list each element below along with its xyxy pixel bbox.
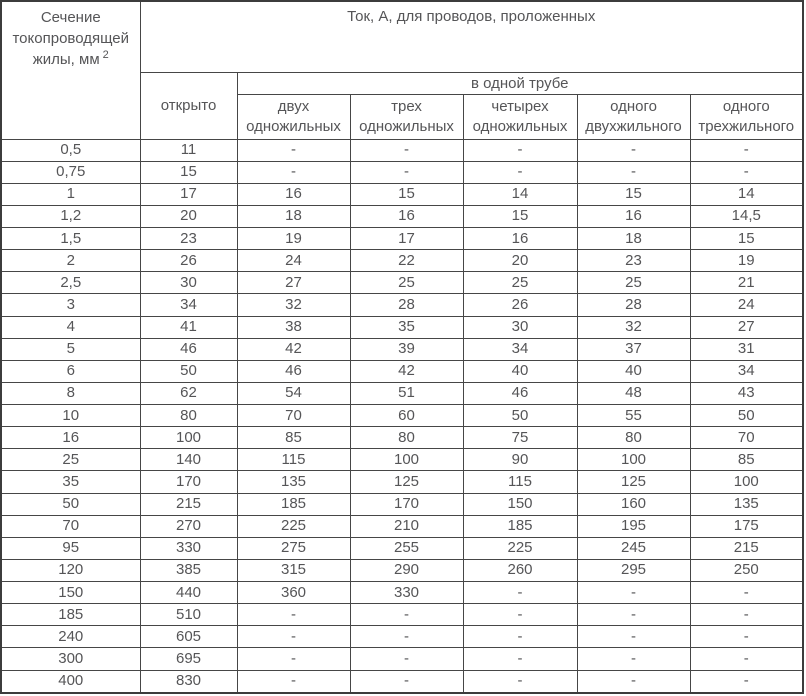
current-value-cell: 46	[140, 338, 237, 360]
current-value-cell: 225	[237, 515, 350, 537]
table-row	[1, 316, 803, 338]
current-value-cell: -	[577, 161, 690, 183]
current-value-cell: 32	[577, 316, 690, 338]
current-value-cell: 55	[577, 405, 690, 427]
current-value-cell: -	[577, 582, 690, 604]
current-value-cell: 15	[690, 228, 803, 250]
current-value-cell: -	[350, 670, 463, 693]
current-value-cell: -	[577, 648, 690, 670]
current-value-cell: 26	[463, 294, 577, 316]
current-value-cell: 23	[140, 228, 237, 250]
table-row	[1, 471, 803, 493]
current-value-cell: 14	[463, 183, 577, 205]
table-row	[1, 183, 803, 205]
current-value-cell: -	[463, 582, 577, 604]
current-value-cell: 125	[350, 471, 463, 493]
current-value-cell: 140	[140, 449, 237, 471]
current-value-cell: 18	[237, 205, 350, 227]
table-row	[1, 648, 803, 670]
current-value-cell: 16	[577, 205, 690, 227]
column-header-line: одножильных	[472, 117, 568, 135]
current-value-cell: 19	[237, 228, 350, 250]
table-row	[1, 139, 803, 161]
current-value-cell: 50	[140, 360, 237, 382]
table-row	[1, 405, 803, 427]
current-value-cell: 90	[463, 449, 577, 471]
column-header-line: трехжильного	[698, 117, 795, 135]
current-value-cell: 14	[690, 183, 803, 205]
current-value-cell: 20	[463, 250, 577, 272]
current-value-cell: 85	[690, 449, 803, 471]
current-value-cell: 40	[577, 360, 690, 382]
current-value-cell: 385	[140, 559, 237, 581]
current-value-cell: 22	[350, 250, 463, 272]
current-value-cell: 62	[140, 382, 237, 404]
current-value-cell: 32	[237, 294, 350, 316]
current-value-cell: 38	[237, 316, 350, 338]
current-value-cell: -	[350, 626, 463, 648]
current-value-cell: 295	[577, 559, 690, 581]
current-value-cell: 270	[140, 515, 237, 537]
current-value-cell: 15	[140, 161, 237, 183]
current-value-cell: -	[350, 139, 463, 161]
current-value-cell: 70	[690, 427, 803, 449]
current-value-cell: 315	[237, 559, 350, 581]
current-value-cell: -	[463, 161, 577, 183]
cross-section-cell: 185	[1, 604, 140, 626]
column-header-one-two-core	[577, 94, 690, 139]
current-value-cell: 41	[140, 316, 237, 338]
cross-section-cell: 400	[1, 670, 140, 693]
current-value-cell: -	[463, 604, 577, 626]
current-value-cell: 46	[237, 360, 350, 382]
cross-section-cell: 1	[1, 183, 140, 205]
current-value-cell: 19	[690, 250, 803, 272]
column-header-line: четырех	[491, 97, 549, 115]
current-value-cell: 31	[690, 338, 803, 360]
current-value-cell: 170	[350, 493, 463, 515]
column-header-three-single-core	[350, 94, 463, 139]
corner-header-line2: токопроводящей	[12, 30, 129, 47]
current-value-cell: 360	[237, 582, 350, 604]
cross-section-cell: 1,5	[1, 228, 140, 250]
current-value-cell: 16	[350, 205, 463, 227]
current-value-cell: 28	[350, 294, 463, 316]
table-body	[1, 139, 803, 693]
current-value-cell: -	[350, 648, 463, 670]
current-value-cell: 85	[237, 427, 350, 449]
current-value-cell: 80	[350, 427, 463, 449]
current-value-cell: 115	[237, 449, 350, 471]
current-value-cell: 16	[237, 183, 350, 205]
current-value-cell: 24	[237, 250, 350, 272]
current-value-cell: -	[463, 670, 577, 693]
table-row	[1, 250, 803, 272]
table-row	[1, 205, 803, 227]
cross-section-cell: 16	[1, 427, 140, 449]
table-row	[1, 493, 803, 515]
cross-section-cell: 10	[1, 405, 140, 427]
current-value-cell: 605	[140, 626, 237, 648]
cross-section-cell: 150	[1, 582, 140, 604]
current-value-cell: 440	[140, 582, 237, 604]
current-value-cell: -	[350, 161, 463, 183]
column-header-line: одного	[722, 97, 770, 115]
current-value-cell: 17	[140, 183, 237, 205]
current-value-cell: -	[690, 582, 803, 604]
current-value-cell: -	[350, 604, 463, 626]
cross-section-cell: 0,5	[1, 139, 140, 161]
table-row	[1, 228, 803, 250]
cross-section-cell: 1,2	[1, 205, 140, 227]
table-title-cell: Ток, А, для проводов, проложенных	[140, 1, 803, 72]
current-value-cell: -	[463, 626, 577, 648]
current-value-cell: 43	[690, 382, 803, 404]
current-value-cell: 24	[690, 294, 803, 316]
cross-section-cell: 95	[1, 537, 140, 559]
current-value-cell: 50	[463, 405, 577, 427]
cross-section-cell: 2	[1, 250, 140, 272]
table-row	[1, 626, 803, 648]
current-value-cell: -	[577, 626, 690, 648]
current-value-cell: 135	[237, 471, 350, 493]
current-value-cell: 115	[463, 471, 577, 493]
current-value-cell: 40	[463, 360, 577, 382]
column-header-four-single-core	[463, 94, 577, 139]
current-value-cell: 17	[350, 228, 463, 250]
table-header	[1, 1, 803, 139]
cross-section-cell: 120	[1, 559, 140, 581]
current-value-cell: 26	[140, 250, 237, 272]
column-header-line: одного	[610, 97, 657, 115]
current-value-cell: 23	[577, 250, 690, 272]
table-row	[1, 559, 803, 581]
current-value-cell: 330	[140, 537, 237, 559]
table-row	[1, 360, 803, 382]
current-value-cell: 18	[577, 228, 690, 250]
column-header-one-three-core	[690, 94, 803, 139]
current-value-cell: 51	[350, 382, 463, 404]
current-value-cell: 215	[140, 493, 237, 515]
current-value-cell: 260	[463, 559, 577, 581]
current-value-cell: 39	[350, 338, 463, 360]
table-row	[1, 604, 803, 626]
current-value-cell: 46	[463, 382, 577, 404]
current-value-cell: -	[577, 139, 690, 161]
corner-header-unit: жилы, мм	[32, 51, 100, 68]
cross-section-cell: 300	[1, 648, 140, 670]
current-value-cell: -	[690, 648, 803, 670]
current-value-cell: 27	[237, 272, 350, 294]
cross-section-cell: 3	[1, 294, 140, 316]
current-value-cell: 20	[140, 205, 237, 227]
current-value-cell: -	[690, 161, 803, 183]
current-value-cell: 695	[140, 648, 237, 670]
current-value-cell: 30	[463, 316, 577, 338]
current-value-cell: 21	[690, 272, 803, 294]
current-value-cell: 100	[690, 471, 803, 493]
current-value-cell: 210	[350, 515, 463, 537]
current-value-cell: 60	[350, 405, 463, 427]
current-value-cell: -	[463, 648, 577, 670]
cross-section-cell: 35	[1, 471, 140, 493]
current-value-cell: -	[237, 648, 350, 670]
current-value-cell: -	[237, 604, 350, 626]
current-value-cell: 42	[350, 360, 463, 382]
current-value-cell: 16	[463, 228, 577, 250]
current-value-cell: 34	[140, 294, 237, 316]
current-value-cell: 170	[140, 471, 237, 493]
current-value-cell: 15	[577, 183, 690, 205]
current-value-cell: 75	[463, 427, 577, 449]
table-row	[1, 382, 803, 404]
current-value-cell: 25	[350, 272, 463, 294]
current-value-cell: 135	[690, 493, 803, 515]
pipe-group-header: в одной трубе	[237, 72, 803, 94]
current-value-cell: 510	[140, 604, 237, 626]
table-row	[1, 427, 803, 449]
current-value-cell: 150	[463, 493, 577, 515]
current-value-cell: -	[237, 626, 350, 648]
current-value-cell: 15	[463, 205, 577, 227]
column-header-line: двух	[277, 97, 310, 115]
corner-header-line3	[4, 49, 138, 70]
current-value-cell: 100	[140, 427, 237, 449]
current-value-cell: 34	[463, 338, 577, 360]
current-value-cell: 255	[350, 537, 463, 559]
table-row	[1, 338, 803, 360]
column-header-line: одножильных	[246, 117, 341, 135]
cross-section-cell: 25	[1, 449, 140, 471]
cross-section-cell: 240	[1, 626, 140, 648]
cross-section-cell: 5	[1, 338, 140, 360]
current-value-cell: 54	[237, 382, 350, 404]
cross-section-cell: 4	[1, 316, 140, 338]
column-header-line: одножильных	[359, 117, 454, 135]
current-value-cell: 250	[690, 559, 803, 581]
current-value-cell: 80	[577, 427, 690, 449]
current-value-cell: -	[690, 139, 803, 161]
column-header-open: открыто	[140, 72, 237, 139]
table-row	[1, 294, 803, 316]
current-value-cell: -	[690, 670, 803, 693]
current-value-cell: 100	[577, 449, 690, 471]
current-value-cell: 15	[350, 183, 463, 205]
table-row	[1, 537, 803, 559]
table-row	[1, 449, 803, 471]
current-value-cell: 215	[690, 537, 803, 559]
current-value-cell: 100	[350, 449, 463, 471]
current-value-cell: 185	[463, 515, 577, 537]
current-value-cell: -	[577, 604, 690, 626]
current-value-cell: 330	[350, 582, 463, 604]
current-value-cell: 160	[577, 493, 690, 515]
current-value-cell: 225	[463, 537, 577, 559]
current-value-cell: -	[237, 670, 350, 693]
current-value-cell: 245	[577, 537, 690, 559]
current-value-cell: 14,5	[690, 205, 803, 227]
current-value-cell: 30	[140, 272, 237, 294]
current-value-cell: 185	[237, 493, 350, 515]
table-row	[1, 515, 803, 537]
current-value-cell: -	[577, 670, 690, 693]
table-row	[1, 272, 803, 294]
header-row-1	[1, 1, 803, 72]
column-header-two-single-core	[237, 94, 350, 139]
table-row	[1, 161, 803, 183]
current-value-cell: 25	[463, 272, 577, 294]
current-value-cell: 25	[577, 272, 690, 294]
column-header-line: двухжильного	[585, 117, 682, 135]
corner-header-cell	[1, 1, 140, 139]
table-row	[1, 670, 803, 693]
current-value-cell: -	[237, 161, 350, 183]
current-value-cell: 275	[237, 537, 350, 559]
current-value-cell: 42	[237, 338, 350, 360]
current-value-cell: 80	[140, 405, 237, 427]
current-value-cell: 11	[140, 139, 237, 161]
column-header-line: трех	[391, 97, 422, 115]
table-row	[1, 582, 803, 604]
current-value-cell: 37	[577, 338, 690, 360]
current-value-cell: 70	[237, 405, 350, 427]
current-value-cell: 290	[350, 559, 463, 581]
current-value-cell: 35	[350, 316, 463, 338]
current-value-cell: -	[237, 139, 350, 161]
cross-section-cell: 6	[1, 360, 140, 382]
current-value-cell: 48	[577, 382, 690, 404]
current-value-cell: -	[463, 139, 577, 161]
current-value-cell: 27	[690, 316, 803, 338]
cross-section-cell: 8	[1, 382, 140, 404]
current-value-cell: 50	[690, 405, 803, 427]
current-value-cell: -	[690, 626, 803, 648]
cross-section-cell: 70	[1, 515, 140, 537]
corner-header-superscript: 2	[102, 49, 109, 61]
cross-section-cell: 0,75	[1, 161, 140, 183]
current-value-cell: 195	[577, 515, 690, 537]
current-value-cell: 830	[140, 670, 237, 693]
current-value-cell: 34	[690, 360, 803, 382]
current-value-cell: 125	[577, 471, 690, 493]
current-value-cell: 28	[577, 294, 690, 316]
cross-section-cell: 2,5	[1, 272, 140, 294]
current-value-cell: 175	[690, 515, 803, 537]
corner-header-line1: Сечение	[40, 9, 101, 26]
current-value-cell: -	[690, 604, 803, 626]
cross-section-cell: 50	[1, 493, 140, 515]
